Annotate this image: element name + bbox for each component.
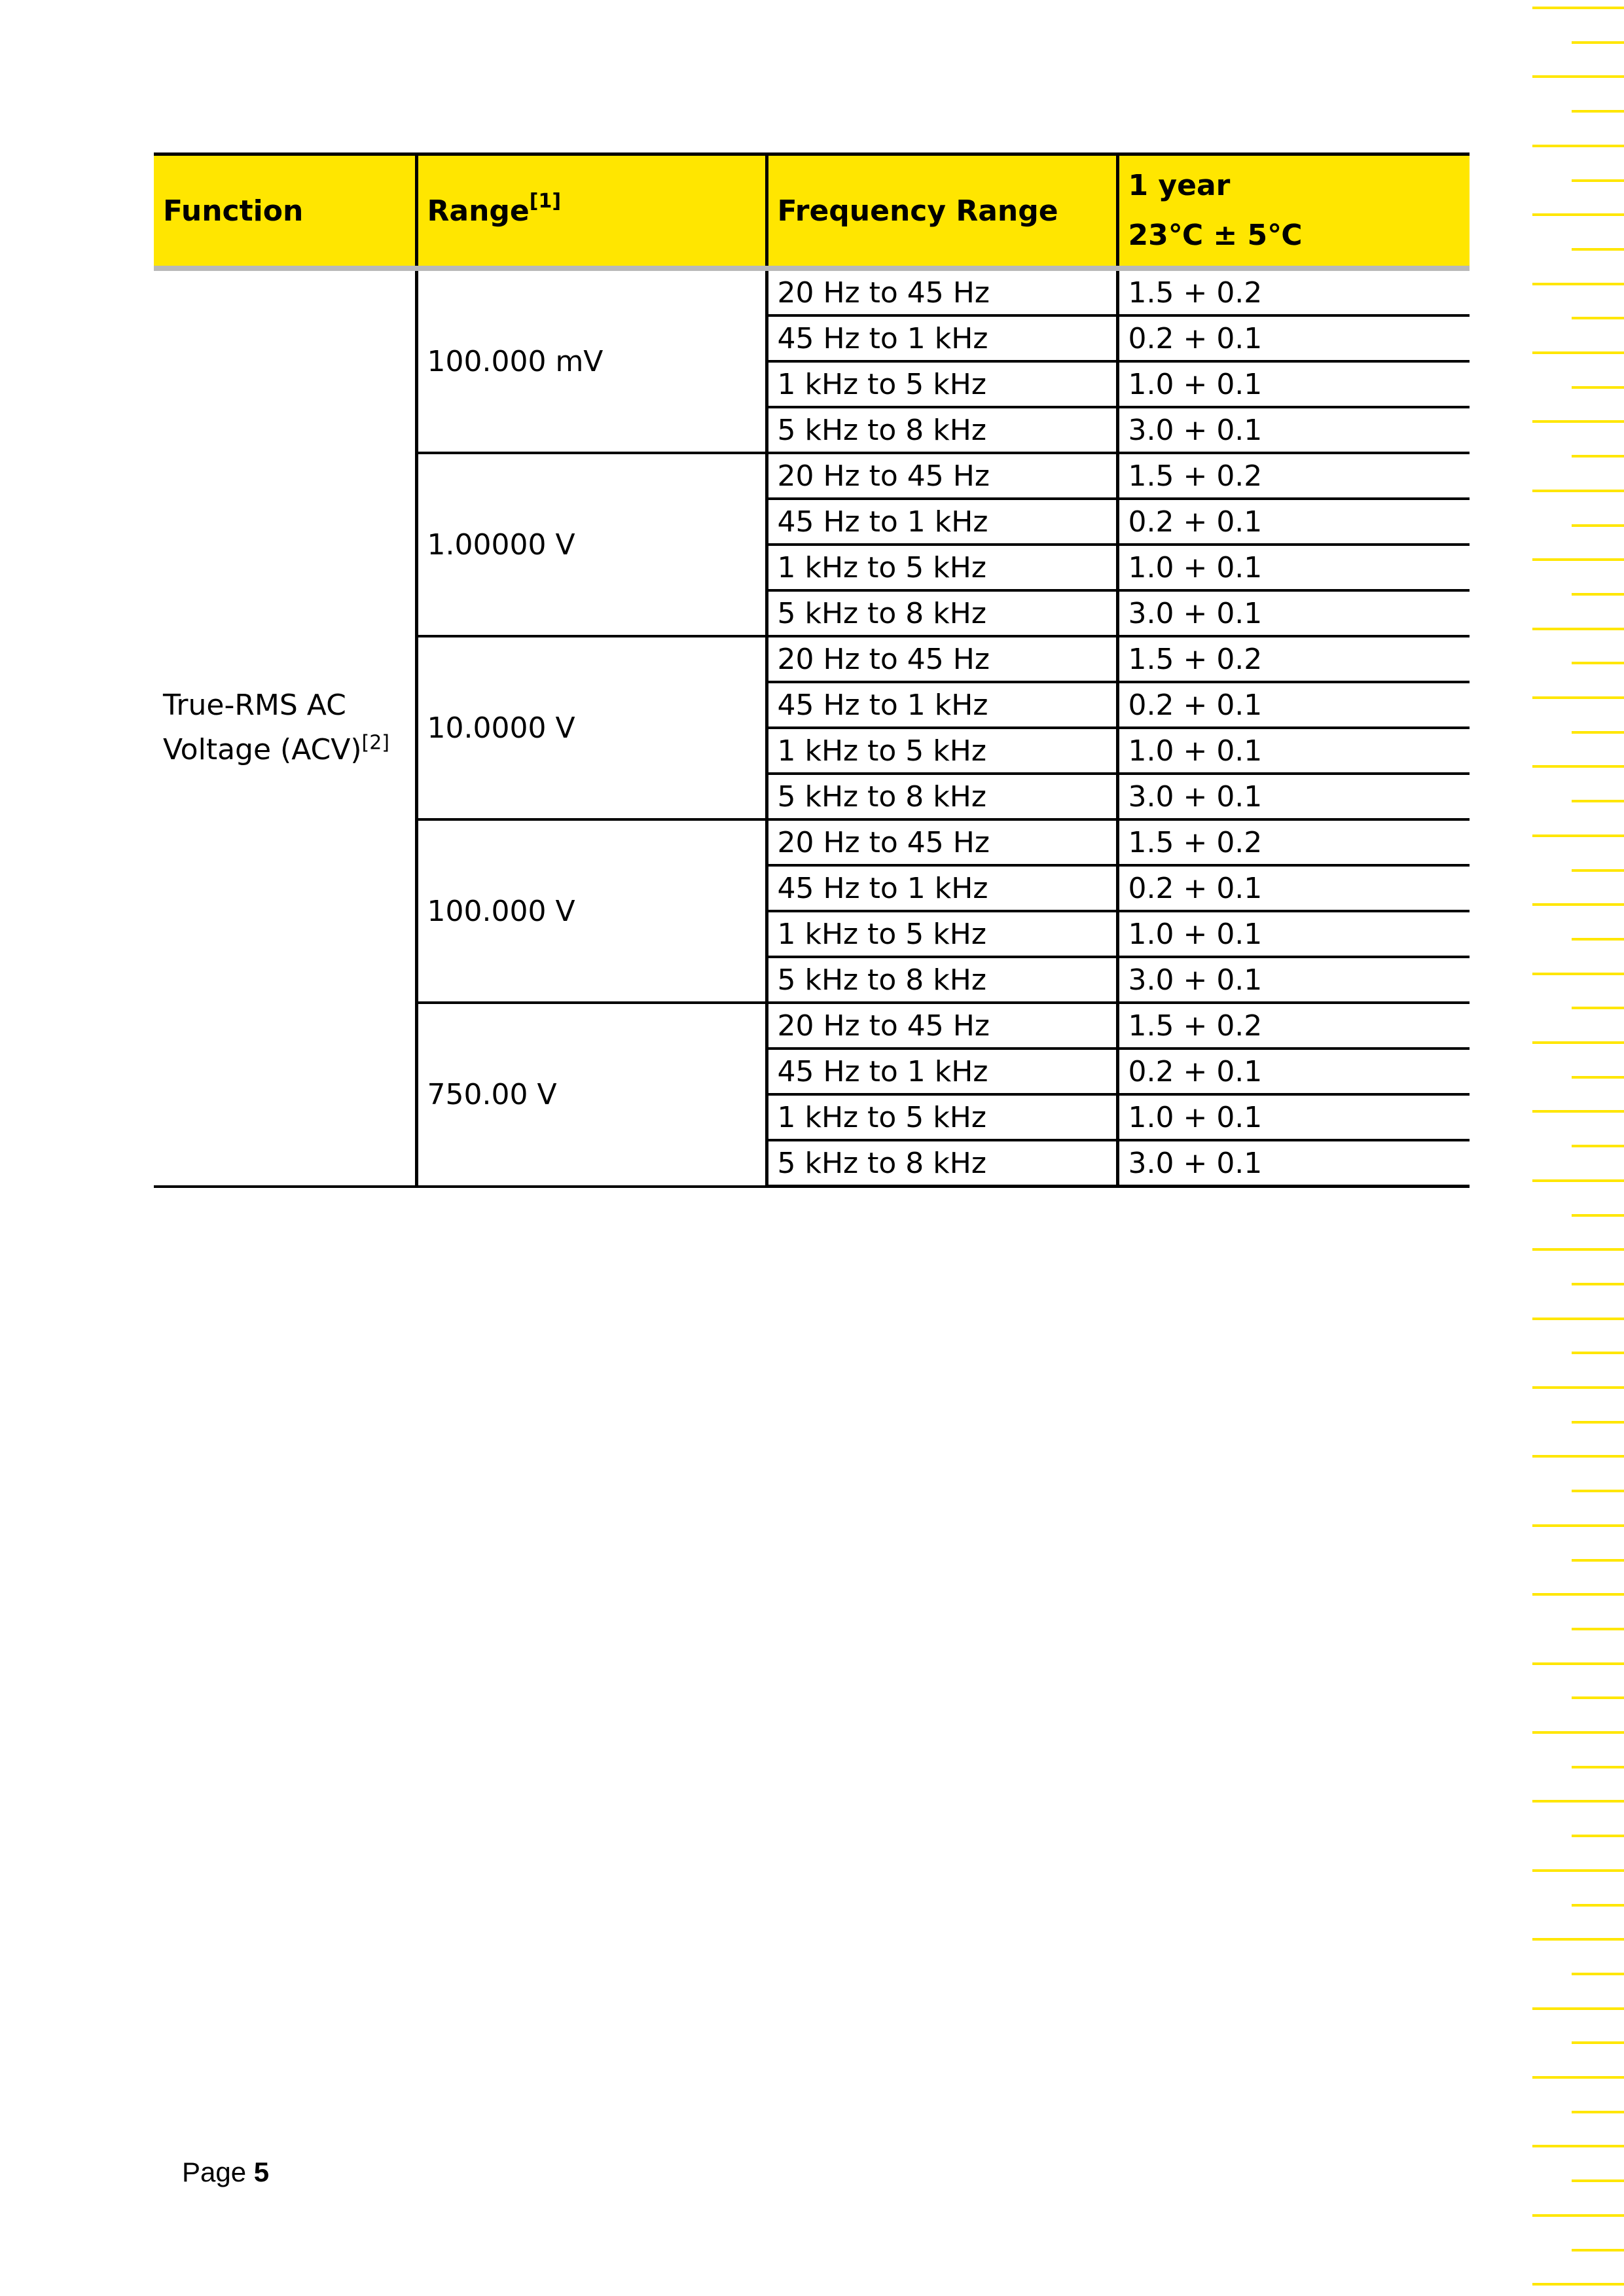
ruler-tick [1572,386,1624,389]
ruler-tick [1572,317,1624,319]
ruler-tick [1572,1214,1624,1217]
frequency-cell: 20 Hz to 45 Hz [767,636,1117,682]
ruler-tick [1532,2145,1624,2147]
range-cell: 750.00 V [416,1003,767,1187]
edge-ruler-decoration [1532,0,1624,2296]
page-word: Page [182,2157,247,2187]
ruler-tick [1532,903,1624,906]
table-header-row [154,154,1470,269]
ruler-tick [1532,213,1624,216]
range-cell: 100.000 V [416,819,767,1003]
accuracy-cell: 1.0 + 0.1 [1117,545,1470,590]
ruler-tick [1532,1248,1624,1251]
page-number [182,2157,269,2188]
ruler-tick [1572,662,1624,664]
range-footnote-ref: [1] [529,189,562,213]
frequency-cell: 20 Hz to 45 Hz [767,268,1117,315]
function-footnote-ref: [2] [361,731,390,755]
frequency-cell: 1 kHz to 5 kHz [767,911,1117,957]
accuracy-cell: 0.2 + 0.1 [1117,1049,1470,1094]
accuracy-cell: 3.0 + 0.1 [1117,957,1470,1003]
ruler-tick [1532,765,1624,768]
ruler-tick [1572,1628,1624,1630]
ruler-tick [1532,628,1624,630]
frequency-cell: 45 Hz to 1 kHz [767,1049,1117,1094]
ruler-tick [1532,351,1624,354]
ruler-tick [1532,973,1624,975]
ruler-tick [1572,731,1624,734]
ruler-tick [1572,1490,1624,1492]
accuracy-cell: 1.5 + 0.2 [1117,1003,1470,1049]
ruler-tick [1572,2111,1624,2113]
frequency-cell: 45 Hz to 1 kHz [767,865,1117,911]
ruler-tick [1532,1386,1624,1389]
ruler-tick [1532,1455,1624,1458]
ruler-tick [1572,1973,1624,1975]
ruler-tick [1572,2041,1624,2044]
ruler-tick [1572,1766,1624,1768]
ruler-tick [1572,869,1624,872]
ruler-tick [1532,2076,1624,2079]
ruler-tick [1532,2007,1624,2010]
accuracy-cell: 3.0 + 0.1 [1117,590,1470,636]
frequency-cell: 1 kHz to 5 kHz [767,361,1117,407]
acv-spec-table [154,152,1470,1188]
frequency-cell: 1 kHz to 5 kHz [767,545,1117,590]
frequency-cell: 45 Hz to 1 kHz [767,499,1117,545]
frequency-cell: 45 Hz to 1 kHz [767,315,1117,361]
ruler-tick [1572,1076,1624,1079]
ruler-tick [1572,800,1624,802]
header-frequency: Frequency Range [767,154,1117,269]
frequency-cell: 5 kHz to 8 kHz [767,407,1117,453]
accuracy-cell: 1.5 + 0.2 [1117,453,1470,499]
ruler-tick [1532,1110,1624,1113]
frequency-cell: 20 Hz to 45 Hz [767,819,1117,865]
ruler-tick [1572,593,1624,596]
ruler-tick [1572,1145,1624,1147]
ruler-tick [1532,490,1624,492]
ruler-tick [1572,1283,1624,1285]
ruler-tick [1532,1179,1624,1182]
ruler-tick [1532,1731,1624,1734]
frequency-cell: 20 Hz to 45 Hz [767,453,1117,499]
ruler-tick [1572,1007,1624,1009]
ruler-tick [1532,1869,1624,1872]
accuracy-cell: 1.0 + 0.1 [1117,1094,1470,1140]
header-accuracy-period: 1 year [1128,169,1231,202]
ruler-tick [1572,524,1624,527]
ruler-tick [1532,1524,1624,1527]
frequency-cell: 1 kHz to 5 kHz [767,1094,1117,1140]
ruler-tick [1572,110,1624,113]
ruler-tick [1532,1662,1624,1665]
ruler-tick [1572,2179,1624,2182]
frequency-cell: 5 kHz to 8 kHz [767,957,1117,1003]
ruler-tick [1532,75,1624,78]
ruler-tick [1532,145,1624,147]
accuracy-cell: 0.2 + 0.1 [1117,315,1470,361]
ruler-tick [1572,1696,1624,1699]
accuracy-cell: 0.2 + 0.1 [1117,499,1470,545]
header-accuracy-temp: 23℃ ± 5℃ [1128,219,1303,252]
ruler-tick [1532,834,1624,837]
accuracy-cell: 1.5 + 0.2 [1117,819,1470,865]
ruler-tick [1532,1800,1624,1803]
range-cell: 100.000 mV [416,268,767,453]
ruler-tick [1572,2249,1624,2251]
accuracy-cell: 1.0 + 0.1 [1117,728,1470,774]
accuracy-cell: 1.5 + 0.2 [1117,636,1470,682]
ruler-tick [1532,420,1624,423]
frequency-cell: 5 kHz to 8 kHz [767,590,1117,636]
ruler-tick [1572,1352,1624,1354]
ruler-tick [1572,248,1624,251]
ruler-tick [1532,1041,1624,1044]
ruler-tick [1572,1559,1624,1562]
ruler-tick [1532,558,1624,561]
header-accuracy [1117,154,1470,269]
ruler-tick [1532,1318,1624,1320]
table-row [154,268,1470,315]
ruler-tick [1572,179,1624,182]
accuracy-cell: 3.0 + 0.1 [1117,1140,1470,1187]
header-function: Function [154,154,416,269]
accuracy-cell: 3.0 + 0.1 [1117,407,1470,453]
ruler-tick [1532,7,1624,9]
function-cell [154,268,416,1187]
frequency-cell: 5 kHz to 8 kHz [767,774,1117,819]
header-range: Range[1] [416,154,767,269]
ruler-tick [1532,1593,1624,1596]
ruler-tick [1532,2283,1624,2286]
frequency-cell: 20 Hz to 45 Hz [767,1003,1117,1049]
accuracy-cell: 1.0 + 0.1 [1117,911,1470,957]
ruler-tick [1532,2214,1624,2217]
ruler-tick [1572,1835,1624,1837]
accuracy-cell: 3.0 + 0.1 [1117,774,1470,819]
accuracy-cell: 1.0 + 0.1 [1117,361,1470,407]
frequency-cell: 45 Hz to 1 kHz [767,682,1117,728]
ruler-tick [1572,938,1624,941]
page-number-value: 5 [253,2157,270,2187]
ruler-tick [1572,1904,1624,1907]
accuracy-cell: 0.2 + 0.1 [1117,682,1470,728]
ruler-tick [1532,696,1624,699]
accuracy-cell: 1.5 + 0.2 [1117,268,1470,315]
frequency-cell: 1 kHz to 5 kHz [767,728,1117,774]
range-cell: 1.00000 V [416,453,767,636]
ruler-tick [1532,1938,1624,1941]
accuracy-cell: 0.2 + 0.1 [1117,865,1470,911]
frequency-cell: 5 kHz to 8 kHz [767,1140,1117,1187]
ruler-tick [1532,283,1624,285]
ruler-tick [1572,1421,1624,1424]
function-label: True-RMS AC Voltage (ACV) [163,689,362,767]
ruler-tick [1572,41,1624,44]
ruler-tick [1572,455,1624,457]
range-cell: 10.0000 V [416,636,767,819]
